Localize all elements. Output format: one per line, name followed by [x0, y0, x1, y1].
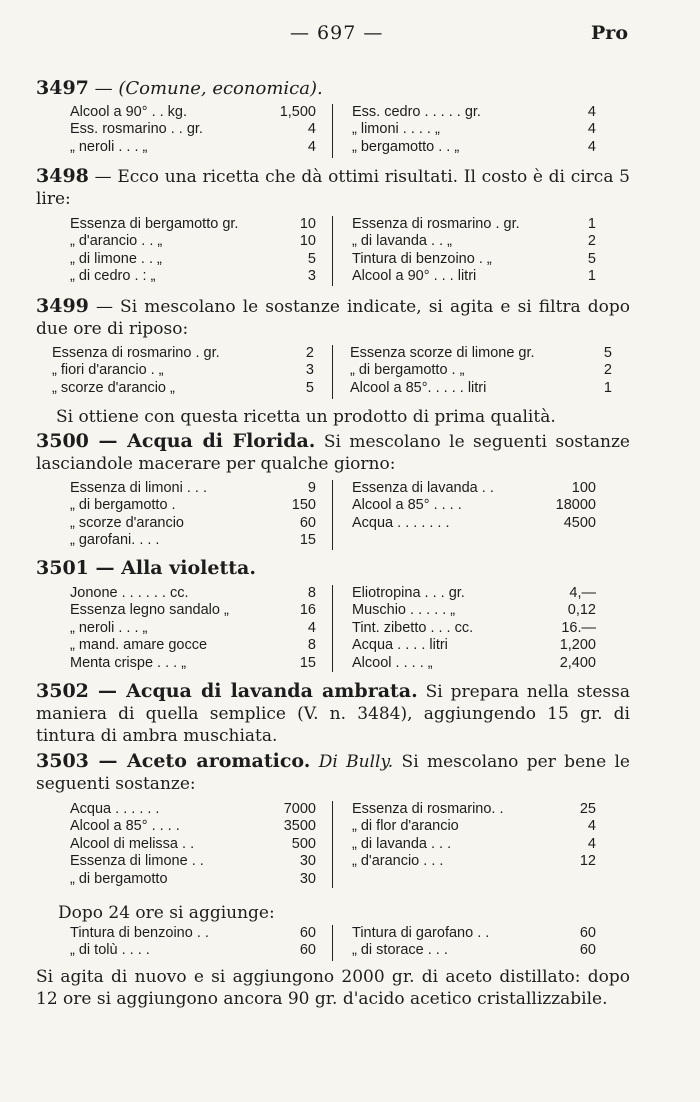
- page-header: [0, 22, 700, 52]
- ingredient-quantity: 1: [587, 268, 596, 285]
- ingredient-quantity: 4500: [563, 514, 596, 531]
- ingredient-name: „ scorze d'arancio: [70, 514, 184, 531]
- table-row: [352, 655, 596, 672]
- ingredient-quantity: 18000: [555, 497, 596, 514]
- ingredient-name: Ess. cedro . . . . . gr.: [352, 104, 481, 120]
- table-row: [70, 268, 316, 285]
- entry-3502-paragraph: 3502 — Acqua di lavanda ambrata. Si prepara nella stessa maniera di quella semplice (V. n. 3484), aggiungendo 15 gr. di tintura di ambra muschiata.: [36, 680, 631, 746]
- entry-3503-mid: Dopo 24 ore si aggiunge:: [58, 903, 275, 923]
- ingredient-quantity: 8: [307, 585, 316, 601]
- ingredient-quantity: 4: [307, 138, 316, 155]
- ingredient-quantity: 3: [307, 268, 316, 285]
- ingredient-name: Muschio . . . . . „: [352, 602, 456, 619]
- table-right-column: [352, 925, 596, 960]
- table-row: [70, 480, 316, 497]
- ingredient-name: Tintura di garofano . .: [352, 925, 490, 941]
- ingredient-quantity: 2: [603, 362, 612, 379]
- table-row: [352, 121, 596, 138]
- table-row: [352, 497, 596, 514]
- table-row: [352, 139, 596, 156]
- ingredient-quantity: 8: [307, 637, 316, 654]
- table-row: [350, 345, 612, 362]
- ingredient-quantity: 4: [587, 818, 596, 835]
- table-right-column: [350, 345, 612, 397]
- ingredient-name: Acqua . . . . litri: [352, 637, 448, 654]
- ingredient-name: Alcool a 90° . . . litri: [352, 268, 477, 285]
- ingredient-quantity: 60: [299, 925, 316, 941]
- ingredient-quantity: 4: [587, 138, 596, 155]
- entry-3499-note: Si ottiene con questa ricetta un prodotto di prima qualità.: [56, 407, 556, 427]
- ingredient-name: Alcool a 85° . . . .: [70, 818, 180, 835]
- table-right-column: [352, 480, 596, 532]
- table-right-column: [352, 216, 596, 286]
- table-row: [352, 853, 596, 870]
- table-left-column: [70, 585, 316, 672]
- ingredient-quantity: 10: [299, 233, 316, 250]
- table-left-column: [70, 801, 316, 888]
- table-right-column: [352, 801, 596, 871]
- table-row: [70, 620, 316, 637]
- ingredient-quantity: 2,400: [559, 654, 596, 671]
- ingredient-quantity: 100: [571, 480, 596, 496]
- ingredient-name: „ di bergamotto .: [70, 497, 176, 514]
- ingredient-name: Ess. rosmarino . . gr.: [70, 121, 203, 138]
- ingredient-name: Essenza scorze di limone gr.: [350, 345, 535, 361]
- ingredient-name: „ di tolù . . . .: [70, 942, 150, 959]
- table-row: [352, 251, 596, 268]
- table-row: [352, 620, 596, 637]
- ingredient-name: Alcool a 85° . . . .: [352, 497, 462, 514]
- ingredient-name: Alcool di melissa . .: [70, 835, 195, 852]
- ingredient-quantity: 1: [587, 216, 596, 232]
- running-head: Pro: [591, 22, 628, 44]
- table-row: [70, 251, 316, 268]
- table-row: [70, 216, 316, 233]
- table-row: [70, 497, 316, 514]
- table-row: [70, 532, 316, 549]
- table-row: [352, 480, 596, 497]
- table-row: [352, 515, 596, 532]
- table-row: [52, 345, 314, 362]
- table-row: [350, 362, 612, 379]
- ingredient-quantity: 3: [305, 362, 314, 379]
- entry-3503-final: Si agita di nuovo e si aggiungono 2000 gr. di aceto distillato: dopo 12 ore si aggiungono ancora 90 gr. d'acido acetico cristallizzabile.: [36, 967, 630, 1009]
- ingredient-name: Acqua . . . . . . .: [352, 514, 450, 531]
- table-left-column: [70, 216, 316, 286]
- ingredient-quantity: 30: [299, 870, 316, 887]
- ingredient-quantity: 30: [299, 853, 316, 870]
- table-row: [70, 585, 316, 602]
- ingredient-quantity: 15: [299, 532, 316, 549]
- ingredient-name: „ bergamotto . . „: [352, 138, 460, 155]
- ingredient-name: „ scorze d'arancio „: [52, 379, 175, 396]
- table-left-column: [52, 345, 314, 397]
- table-row: [70, 801, 316, 818]
- table-row: [70, 818, 316, 835]
- ingredient-name: „ garofani. . . .: [70, 532, 160, 549]
- ingredient-quantity: 4: [587, 104, 596, 120]
- ingredient-quantity: 2: [305, 345, 314, 361]
- ingredient-quantity: 5: [587, 250, 596, 267]
- table-row: [352, 942, 596, 959]
- ingredient-quantity: 16.—: [561, 619, 596, 636]
- ingredient-name: Essenza di rosmarino. .: [352, 801, 504, 817]
- entry-3497-heading: 3497 — (Comune, economica).: [36, 77, 323, 99]
- ingredient-name: „ di bergamotto: [70, 870, 168, 887]
- ingredient-name: Jonone . . . . . . cc.: [70, 585, 189, 601]
- table-left-column: [70, 925, 316, 960]
- table-row: [352, 818, 596, 835]
- ingredient-quantity: 15: [299, 654, 316, 671]
- ingredient-name: Essenza di bergamotto gr.: [70, 216, 239, 232]
- ingredient-name: Alcool a 85°. . . . . litri: [350, 379, 487, 396]
- table-row: [70, 104, 316, 121]
- table-row: [70, 925, 316, 942]
- ingredient-quantity: 4: [587, 835, 596, 852]
- entry-3503-paragraph: 3503 — Aceto aromatico. Di Bully. Si mescolano per bene le seguenti sostanze:: [36, 750, 630, 794]
- table-right-column: [352, 104, 596, 156]
- table-row: [352, 233, 596, 250]
- table-row: [70, 121, 316, 138]
- table-left-column: [70, 104, 316, 156]
- ingredient-quantity: 60: [299, 514, 316, 531]
- table-row: [352, 104, 596, 121]
- ingredient-quantity: 10: [299, 216, 316, 232]
- ingredient-quantity: 4: [307, 619, 316, 636]
- entry-3501-heading: 3501 — Alla violetta.: [36, 557, 256, 579]
- ingredient-quantity: 4,—: [569, 585, 596, 601]
- ingredient-quantity: 60: [579, 942, 596, 959]
- ingredient-quantity: 0,12: [567, 602, 596, 619]
- table-row: [70, 139, 316, 156]
- ingredient-name: „ di limone . . „: [70, 250, 162, 267]
- ingredient-name: Essenza di lavanda . .: [352, 480, 494, 496]
- table-row: [352, 268, 596, 285]
- ingredient-name: Essenza di rosmarino . gr.: [352, 216, 520, 232]
- ingredient-name: Tint. zibetto . . . cc.: [352, 619, 474, 636]
- ingredient-name: Essenza legno sandalo „: [70, 602, 229, 619]
- table-row: [70, 233, 316, 250]
- ingredient-name: „ di lavanda . . .: [352, 835, 452, 852]
- ingredient-quantity: 60: [579, 925, 596, 941]
- table-row: [70, 836, 316, 853]
- table-row: [352, 637, 596, 654]
- ingredient-name: Menta crispe . . . „: [70, 654, 187, 671]
- ingredient-quantity: 16: [299, 602, 316, 619]
- ingredient-name: „ neroli . . . „: [70, 619, 148, 636]
- ingredient-name: „ fiori d'arancio . „: [52, 362, 164, 379]
- ingredient-name: Alcool . . . . „: [352, 654, 433, 671]
- ingredient-name: Eliotropina . . . gr.: [352, 585, 465, 601]
- table-row: [52, 362, 314, 379]
- table-row: [350, 380, 612, 397]
- entry-3498-paragraph: 3498 — Ecco una ricetta che dà ottimi risultati. Il costo è di circa 5 lire:: [36, 165, 630, 209]
- ingredient-name: Tintura di benzoino . „: [352, 250, 492, 267]
- table-row: [352, 925, 596, 942]
- ingredient-quantity: 7000: [283, 801, 316, 817]
- page-number: — 697 —: [290, 22, 384, 44]
- ingredient-name: „ di lavanda . . „: [352, 233, 452, 250]
- ingredient-quantity: 1,200: [559, 637, 596, 654]
- ingredient-quantity: 5: [307, 250, 316, 267]
- table-row: [52, 380, 314, 397]
- table-row: [70, 655, 316, 672]
- ingredient-name: Essenza di rosmarino . gr.: [52, 345, 220, 361]
- ingredient-name: „ di storace . . .: [352, 942, 448, 959]
- ingredient-name: „ neroli . . . „: [70, 138, 148, 155]
- table-row: [352, 585, 596, 602]
- entry-3499-paragraph: 3499 — Si mescolano le sostanze indicate, si agita e si filtra dopo due ore di riposo:: [36, 295, 630, 339]
- ingredient-quantity: 5: [305, 379, 314, 396]
- ingredient-name: Essenza di limoni . . .: [70, 480, 207, 496]
- ingredient-quantity: 25: [579, 801, 596, 817]
- table-row: [352, 836, 596, 853]
- entry-3500-paragraph: 3500 — Acqua di Florida. Si mescolano le seguenti sostanze lasciandole macerare per qualche giorno:: [36, 430, 630, 474]
- ingredient-quantity: 500: [291, 835, 316, 852]
- ingredient-name: Acqua . . . . . .: [70, 801, 160, 817]
- table-row: [70, 942, 316, 959]
- ingredient-quantity: 12: [579, 853, 596, 870]
- table-row: [70, 637, 316, 654]
- ingredient-quantity: 60: [299, 942, 316, 959]
- ingredient-quantity: 4: [587, 121, 596, 138]
- ingredient-quantity: 1,500: [279, 104, 316, 120]
- ingredient-quantity: 9: [307, 480, 316, 496]
- ingredient-name: Essenza di limone . .: [70, 853, 204, 870]
- ingredient-name: „ limoni . . . . „: [352, 121, 440, 138]
- ingredient-name: „ d'arancio . . .: [352, 853, 444, 870]
- ingredient-name: „ d'arancio . . „: [70, 233, 163, 250]
- ingredient-quantity: 1: [603, 379, 612, 396]
- table-right-column: [352, 585, 596, 672]
- ingredient-quantity: 5: [603, 345, 612, 361]
- ingredient-name: „ di flor d'arancio: [352, 818, 459, 835]
- ingredient-quantity: 3500: [283, 818, 316, 835]
- ingredient-name: Alcool a 90° . . kg.: [70, 104, 188, 120]
- table-row: [70, 515, 316, 532]
- ingredient-name: „ di cedro . : „: [70, 268, 156, 285]
- table-row: [352, 602, 596, 619]
- ingredient-quantity: 150: [291, 497, 316, 514]
- table-row: [70, 853, 316, 870]
- ingredient-name: „ mand. amare gocce: [70, 637, 208, 654]
- table-row: [352, 216, 596, 233]
- table-row: [70, 871, 316, 888]
- ingredient-name: „ di bergamotto . „: [350, 362, 465, 379]
- table-row: [352, 801, 596, 818]
- ingredient-quantity: 2: [587, 233, 596, 250]
- ingredient-name: Tintura di benzoino . .: [70, 925, 209, 941]
- table-row: [70, 602, 316, 619]
- ingredient-quantity: 4: [307, 121, 316, 138]
- table-left-column: [70, 480, 316, 550]
